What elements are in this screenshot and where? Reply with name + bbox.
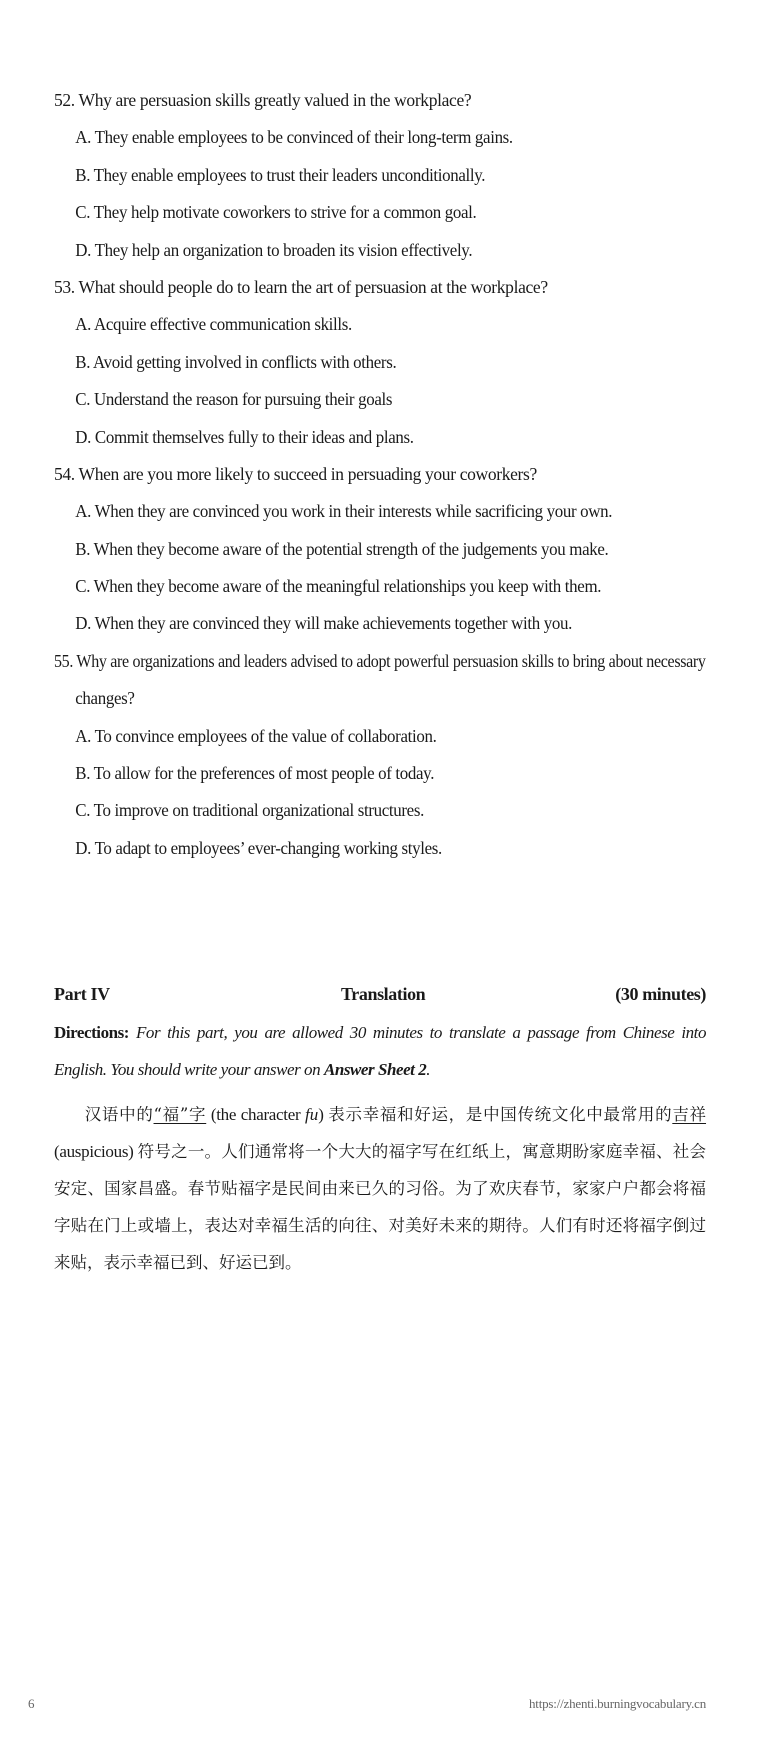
- directions-end: .: [426, 1060, 431, 1079]
- auspicious-gloss: (auspicious): [54, 1142, 138, 1161]
- question-55: [54, 643, 706, 867]
- gloss-fu: fu: [304, 1105, 319, 1124]
- question-stem-continuation: changes?: [75, 688, 135, 709]
- option-a: A. Acquire effective communication skills.: [75, 314, 352, 335]
- fu-term: “福”字: [153, 1105, 207, 1124]
- auspicious-term: 吉祥: [672, 1105, 707, 1124]
- gloss-close: ): [318, 1105, 329, 1124]
- part-header: [54, 977, 706, 1011]
- option-d: D. When they are convinced they will make achievements together with you.: [75, 613, 572, 634]
- passage-text-2: 表示幸福和好运，是中国传统文化中最常用的: [328, 1105, 673, 1124]
- question-stem: 54. When are you more likely to succeed in persuading your coworkers?: [54, 463, 537, 484]
- part-title: Translation: [341, 984, 426, 1004]
- part-time: (30 minutes): [615, 984, 706, 1004]
- translation-passage: [54, 1096, 706, 1281]
- directions: [54, 1014, 706, 1088]
- question-53: [54, 269, 706, 456]
- option-b: B. They enable employees to trust their leaders unconditionally.: [75, 164, 486, 185]
- option-a: A. When they are convinced you work in their interests while sacrificing your own.: [75, 501, 613, 522]
- question-stem: 53. What should people do to learn the art of persuasion at the workplace?: [54, 276, 548, 297]
- option-a: A. They enable employees to be convinced of their long-term gains.: [75, 127, 513, 148]
- directions-text: For this part, you are allowed 30 minutes to translate a passage from Chinese into English. You should write your answer on: [54, 1023, 706, 1079]
- option-b: B. To allow for the preferences of most people of today.: [75, 763, 435, 784]
- page-number: 6: [28, 1696, 35, 1711]
- option-c: C. To improve on traditional organizational structures.: [75, 800, 424, 821]
- option-d: D. To adapt to employees’ ever-changing working styles.: [75, 837, 442, 858]
- option-c: C. Understand the reason for pursuing their goals: [75, 389, 393, 410]
- passage-text-3: 符号之一。人们通常将一个大大的福字写在红纸上，寓意期盼家庭幸福、社会安定、国家昌盛。春节贴福字是民间由来已久的习俗。为了欢庆春节，家家户户都会将福字贴在门上或墙上，表达对幸福生活的向往、对美好未来的期待。人们有时还将福字倒过来贴，表示幸福已到、好运已到。: [54, 1142, 706, 1272]
- option-d: D. Commit themselves fully to their ideas and plans.: [75, 426, 414, 447]
- option-d: D. They help an organization to broaden its vision effectively.: [75, 239, 473, 260]
- part-label: Part IV: [54, 984, 110, 1004]
- footer-url: https://zhenti.burningvocabulary.cn: [529, 1696, 706, 1711]
- question-stem: 55. Why are organizations and leaders advised to adopt powerful persuasion skills to bring about necessary: [54, 650, 706, 671]
- question-52: [54, 82, 706, 269]
- option-c: C. When they become aware of the meaningful relationships you keep with them.: [75, 576, 602, 597]
- option-c: C. They help motivate coworkers to strive for a common goal.: [75, 202, 477, 223]
- question-list: [54, 82, 706, 867]
- question-stem: 52. Why are persuasion skills greatly valued in the workplace?: [54, 90, 472, 110]
- gloss-open: (the character: [206, 1105, 305, 1124]
- directions-label: Directions:: [54, 1023, 129, 1042]
- option-a: A. To convince employees of the value of collaboration.: [75, 725, 437, 746]
- passage-text-1: 汉语中的: [84, 1105, 154, 1124]
- question-54: [54, 456, 706, 643]
- answer-sheet-ref: Answer Sheet 2: [323, 1060, 427, 1079]
- option-b: B. Avoid getting involved in conflicts with others.: [75, 351, 397, 372]
- option-b: B. When they become aware of the potential strength of the judgements you make.: [75, 538, 609, 559]
